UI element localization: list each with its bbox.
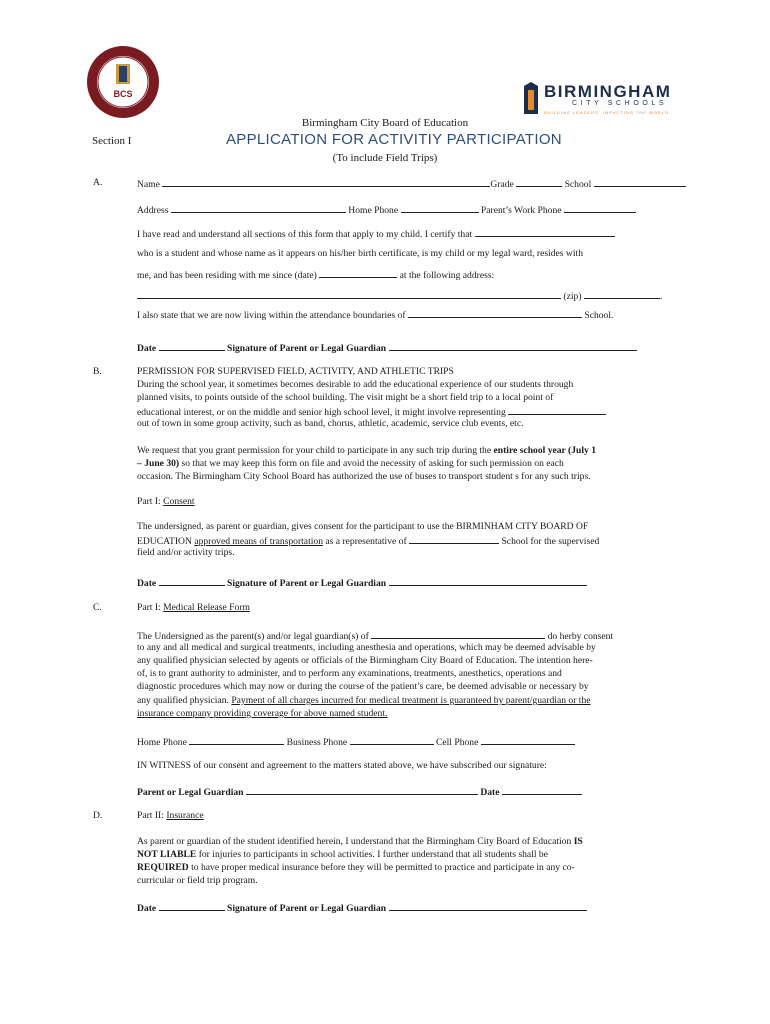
section-b-signature-row bbox=[137, 576, 587, 590]
logo-subtitle: CITY SCHOOLS bbox=[572, 100, 668, 107]
part-label: Part I: bbox=[137, 496, 161, 507]
part-label: Part II: bbox=[137, 810, 164, 821]
insurance-text1a: As parent or guardian of the student identified herein, I understand that the Birmingham City Board of Education bbox=[137, 836, 572, 847]
home-phone-field[interactable] bbox=[189, 735, 284, 745]
student-name-field[interactable] bbox=[371, 629, 545, 639]
section-b-part-heading bbox=[137, 496, 195, 508]
cell-phone-label: Cell Phone bbox=[435, 737, 479, 748]
work-phone-label: Parent’s Work Phone bbox=[480, 205, 562, 216]
section-a-signature-row bbox=[137, 341, 637, 355]
home-phone-label: Home Phone bbox=[137, 737, 187, 748]
medical-text6a: any qualified physician. bbox=[137, 695, 229, 706]
medical-text1b: do herby consent bbox=[547, 631, 614, 642]
certify-line-1 bbox=[137, 227, 615, 241]
insurance-line3 bbox=[137, 862, 575, 874]
insurance-text2a: NOT LIABLE bbox=[137, 849, 197, 860]
insurance-text3b: to have proper medical insurance before they will be permitted to practice and participate in any co- bbox=[191, 862, 575, 873]
medical-line4: of, is to grant authority to administer, and to perform any examinations, treatments, anesthetics, operations and bbox=[137, 668, 562, 679]
school-label: School bbox=[564, 179, 592, 190]
name-grade-school-row bbox=[137, 177, 686, 191]
consent-text2d: School for the supervised bbox=[501, 536, 600, 547]
insurance-line4: curricular or field trip program. bbox=[137, 875, 258, 886]
date-label: Date bbox=[480, 787, 500, 798]
part-label: Part I: bbox=[137, 602, 161, 613]
section-b-p2-line1 bbox=[137, 445, 596, 457]
name-label: Name bbox=[137, 179, 160, 190]
consent-line2 bbox=[137, 534, 599, 548]
section-b-p1-line1: During the school year, it sometimes becomes desirable to add the educational experience of our students through bbox=[137, 379, 574, 390]
section-b-p2-text2b: so that we may keep this form on file and avoid the necessity of asking for such permission on each bbox=[181, 458, 564, 469]
attendance-line bbox=[137, 308, 613, 322]
student-name-field[interactable] bbox=[475, 227, 615, 237]
zip-field[interactable] bbox=[584, 289, 660, 299]
address-field[interactable] bbox=[171, 203, 346, 213]
signature-field[interactable] bbox=[389, 901, 587, 911]
name-field[interactable] bbox=[162, 177, 490, 187]
page-subtitle: (To include Field Trips) bbox=[332, 152, 438, 164]
section-b-p2-text2a: – June 30) bbox=[137, 458, 180, 469]
seal-text: BCS bbox=[113, 89, 133, 99]
medical-text1a: The Undersigned as the parent(s) and/or legal guardian(s) of bbox=[137, 631, 369, 642]
part-title: Consent bbox=[163, 496, 195, 507]
section-b-p2-line3: occasion. The Birmingham City School Board has authorized the use of buses to transport student s for any such trips. bbox=[137, 471, 591, 482]
signature-label: Signature of Parent or Legal Guardian bbox=[227, 343, 387, 354]
zip-label: (zip) bbox=[563, 291, 582, 302]
home-address-field[interactable] bbox=[137, 289, 561, 299]
home-phone-label: Home Phone bbox=[348, 205, 399, 216]
consent-text2b: approved means of transportation bbox=[194, 536, 323, 547]
certify-text-3b: at the following address: bbox=[399, 270, 495, 281]
school-field[interactable] bbox=[594, 177, 686, 187]
section-d-letter: D. bbox=[93, 810, 103, 821]
signature-label: Signature of Parent or Legal Guardian bbox=[227, 903, 387, 914]
section-c-signature-row bbox=[137, 785, 582, 799]
address-zip-row bbox=[137, 289, 662, 303]
date-field[interactable] bbox=[159, 901, 225, 911]
section-b-p2-text1b: entire school year (July 1 bbox=[493, 445, 597, 456]
signature-label: Signature of Parent or Legal Guardian bbox=[227, 578, 387, 589]
date-field[interactable] bbox=[159, 341, 225, 351]
logo-mark-icon bbox=[524, 82, 538, 114]
section-d-part-heading bbox=[137, 810, 204, 822]
section-b-heading: PERMISSION FOR SUPERVISED FIELD, ACTIVITY, AND ATHLETIC TRIPS bbox=[137, 366, 454, 377]
medical-line5: diagnostic procedures which may now or during the course of the patient’s care, be deemed advisable or necessary by bbox=[137, 681, 589, 692]
section-a-letter: A. bbox=[93, 177, 103, 188]
residing-since-field[interactable] bbox=[319, 268, 397, 278]
section-b-p1-line3 bbox=[137, 405, 606, 419]
medical-line6 bbox=[137, 695, 591, 707]
consent-text2c: as a representative of bbox=[325, 536, 407, 547]
birmingham-city-schools-logo bbox=[524, 82, 684, 118]
board-name: Birmingham City Board of Education bbox=[301, 117, 469, 129]
zip-period: . bbox=[659, 291, 663, 302]
grade-field[interactable] bbox=[516, 177, 562, 187]
consent-text2a: EDUCATION bbox=[137, 536, 192, 547]
attendance-text: I also state that we are now living within the attendance boundaries of bbox=[137, 310, 406, 321]
cell-phone-field[interactable] bbox=[481, 735, 575, 745]
part-title: Insurance bbox=[166, 810, 204, 821]
consent-line3: field and/or activity trips. bbox=[137, 547, 235, 558]
section-c-letter: C. bbox=[93, 602, 102, 613]
section-d-signature-row bbox=[137, 901, 587, 915]
medical-line1 bbox=[137, 629, 613, 643]
date-field[interactable] bbox=[502, 785, 582, 795]
section-b-letter: B. bbox=[93, 366, 102, 377]
business-phone-label: Business Phone bbox=[286, 737, 348, 748]
consent-line1: The undersigned, as parent or guardian, gives consent for the participant to use the BIRMINHAM CITY BOARD OF bbox=[137, 521, 589, 532]
work-phone-field[interactable] bbox=[564, 203, 636, 213]
signature-field[interactable] bbox=[389, 341, 637, 351]
logo-tagline: BUILDING LEADERS. IMPACTING THE WORLD. bbox=[544, 110, 671, 115]
section-c-part-heading bbox=[137, 602, 250, 614]
certify-line-2: who is a student and whose name as it appears on his/her birth certificate, is my child or my legal ward, resides with bbox=[137, 248, 583, 259]
medical-text6b: Payment of all charges incurred for medical treatment is guaranteed by parent/guardian or the bbox=[231, 695, 591, 706]
date-label: Date bbox=[137, 578, 157, 589]
grade-label: Grade bbox=[490, 179, 514, 190]
page-title: APPLICATION FOR ACTIVITIY PARTICIPATION bbox=[226, 131, 562, 148]
date-field[interactable] bbox=[159, 576, 225, 586]
insurance-line2 bbox=[137, 849, 548, 861]
section-label: Section I bbox=[92, 135, 132, 147]
signature-field[interactable] bbox=[389, 576, 587, 586]
business-phone-field[interactable] bbox=[350, 735, 434, 745]
phones-row bbox=[137, 735, 575, 749]
section-b-p2-text1a: We request that you grant permission for your child to participate in any such trip during the bbox=[137, 445, 492, 456]
representing-field[interactable] bbox=[508, 405, 606, 415]
section-b-p2-line2 bbox=[137, 458, 564, 470]
guardian-signature-field[interactable] bbox=[246, 785, 478, 795]
date-label: Date bbox=[137, 903, 157, 914]
medical-line2: to any and all medical and surgical treatments, including anesthesia and operations, which may be deemed advisable by bbox=[137, 642, 596, 653]
part-title: Medical Release Form bbox=[163, 602, 250, 613]
insurance-text1b: IS bbox=[573, 836, 583, 847]
date-label: Date bbox=[137, 343, 157, 354]
certify-text-1: I have read and understand all sections of this form that apply to my child. I certify that bbox=[137, 229, 473, 240]
guardian-label: Parent or Legal Guardian bbox=[137, 787, 244, 798]
representative-school-field[interactable] bbox=[409, 534, 499, 544]
certify-line-3 bbox=[137, 268, 494, 282]
medical-line7: insurance company providing coverage for above named student. bbox=[137, 708, 388, 719]
logo-name: BIRMINGHAM bbox=[544, 82, 672, 101]
section-b-p1-text3: educational interest, or on the middle and senior high school level, it might involve representing bbox=[137, 407, 506, 418]
insurance-text3a: REQUIRED bbox=[137, 862, 189, 873]
bcs-seal-logo bbox=[86, 45, 160, 119]
certify-text-3a: me, and has been residing with me since (date) bbox=[137, 270, 317, 281]
insurance-text2b: for injuries to participants in school activities. I further understand that all students shall be bbox=[198, 849, 548, 860]
address-row bbox=[137, 203, 636, 217]
section-b-p1-line4: out of town in some group activity, such as band, chorus, athletic, academic, service club events, etc. bbox=[137, 418, 524, 429]
medical-line3: any qualified physician selected by agents or officials of the Birmingham City Board of Education. The intention here- bbox=[137, 655, 593, 666]
witness-line: IN WITNESS of our consent and agreement to the matters stated above, we have subscribed our signature: bbox=[137, 760, 547, 771]
attendance-school-label: School. bbox=[584, 310, 614, 321]
home-phone-field[interactable] bbox=[401, 203, 479, 213]
insurance-line1 bbox=[137, 836, 583, 848]
address-label: Address bbox=[137, 205, 169, 216]
attendance-school-field[interactable] bbox=[408, 308, 582, 318]
section-b-p1-line2: planned visits, to points outside of the school building. The visit might be a short field trip to a local point of bbox=[137, 392, 554, 403]
